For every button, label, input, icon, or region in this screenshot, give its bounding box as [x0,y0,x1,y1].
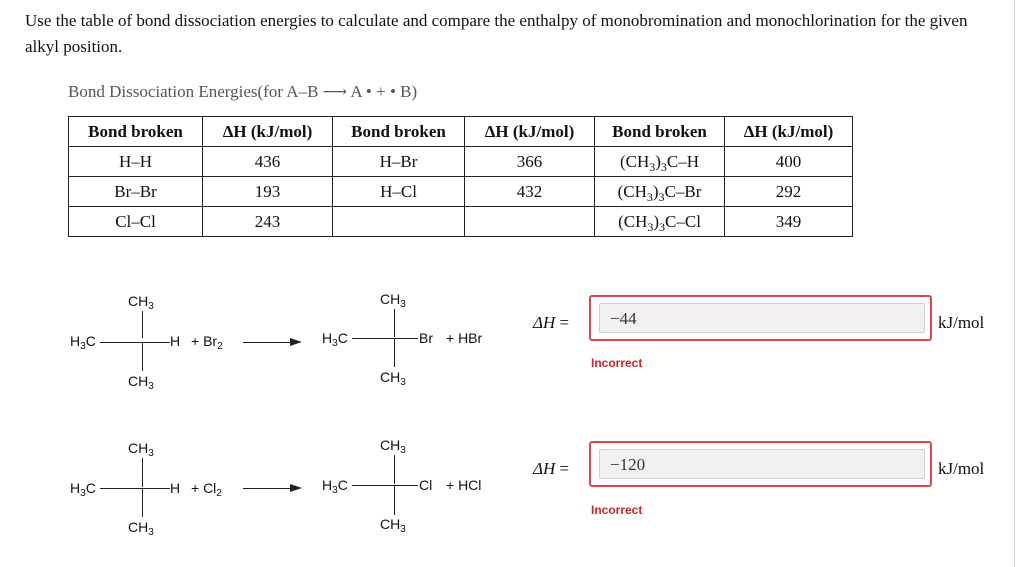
bond-line [394,486,395,515]
bond-line [352,485,418,486]
bond-line [142,458,143,487]
delta-h-label [533,459,569,479]
answer-input[interactable]: −120 [599,449,925,479]
reagent: + $Cl_2$ [191,480,222,499]
table-cell: 243 [203,207,333,237]
page-border [1014,0,1015,567]
table-cell: H–Cl [333,177,465,207]
reactant-top-group: $CH_3$ [128,293,154,312]
table-cell: H–H [69,147,203,177]
table-cell: 432 [465,177,595,207]
table-cell: $(CH_3)_3C-Cl$ [595,207,725,237]
equals-sign: = [559,459,570,478]
col-header: ΔH (kJ/mol) [203,117,333,147]
product-top-group: $CH_3$ [380,291,406,310]
table-cell: Cl–Cl [69,207,203,237]
arrow-head-icon [290,484,302,492]
product-right-atom: Cl [419,477,433,493]
product-left-group: $H_3C$ [322,330,348,349]
table-cell: 193 [203,177,333,207]
col-header: Bond broken [333,117,465,147]
table-cell: 436 [203,147,333,177]
bond-line [394,339,395,367]
delta-h-symbol: ΔH [533,459,556,478]
reactant-left-group: $H_3C$ [70,480,96,499]
bond-line [142,489,143,517]
reaction-arrow [243,342,291,343]
reactant-top-group: $CH_3$ [128,440,154,459]
reactant-bottom-group: $CH_3$ [128,373,154,392]
table-cell: 292 [725,177,853,207]
table-row [69,147,853,177]
equals-sign: = [559,313,570,332]
table-cell: 349 [725,207,853,237]
delta-h-label [533,313,569,333]
table-cell: 366 [465,147,595,177]
bond-line [394,455,395,484]
unit-label: kJ/mol [938,459,985,478]
table-row [69,207,853,237]
table-cell [465,207,595,237]
table-cell [333,207,465,237]
status-incorrect: Incorrect [591,356,643,370]
table-cell: 400 [725,147,853,177]
byproduct: + HCl [446,477,482,493]
col-header: Bond broken [595,117,725,147]
table-cell: $(CH_3)_3C-Br$ [595,177,725,207]
col-header: Bond broken [69,117,203,147]
question-text: Use the table of bond dissociation energies to calculate and compare the enthalpy of monobromination and monochlorination for the given alkyl position. [25,11,968,56]
table-header-row [69,117,853,147]
bond-line [142,343,143,371]
product-bottom-group: $CH_3$ [380,369,406,388]
table-cell: $(CH_3)_3C-H$ [595,147,725,177]
answer-field-bromination[interactable] [589,295,932,341]
col-header: ΔH (kJ/mol) [465,117,595,147]
reaction-arrow [243,488,291,489]
bond-line [352,338,418,339]
unit-label: kJ/mol [938,313,985,332]
bond-energy-table [68,116,853,237]
reactant-bottom-group: $CH_3$ [128,519,154,538]
product-top-group: $CH_3$ [380,437,406,456]
col-header: ΔH (kJ/mol) [725,117,853,147]
bond-line [142,311,143,338]
product-right-atom: Br [419,330,433,346]
bond-line [100,488,170,489]
byproduct: + HBr [446,330,483,346]
arrow-head-icon [290,338,302,346]
reactant-right-atom: H [170,333,181,349]
table-row [69,177,853,207]
table-cell: Br–Br [69,177,203,207]
bond-line [100,342,170,343]
reagent: + $Br_2$ [191,333,223,352]
product-left-group: $H_3C$ [322,477,348,496]
table-cell: H–Br [333,147,465,177]
status-incorrect: Incorrect [591,503,643,517]
table-caption: Bond Dissociation Energies(for A–B ⟶ A • + • B) [68,82,418,101]
answer-field-chlorination[interactable] [589,441,932,487]
bond-line [394,309,395,337]
answer-input[interactable]: −44 [599,303,925,333]
delta-h-symbol: ΔH [533,313,556,332]
product-bottom-group: $CH_3$ [380,516,406,535]
reactant-right-atom: H [170,480,181,496]
reactant-left-group: $H_3C$ [70,333,96,352]
